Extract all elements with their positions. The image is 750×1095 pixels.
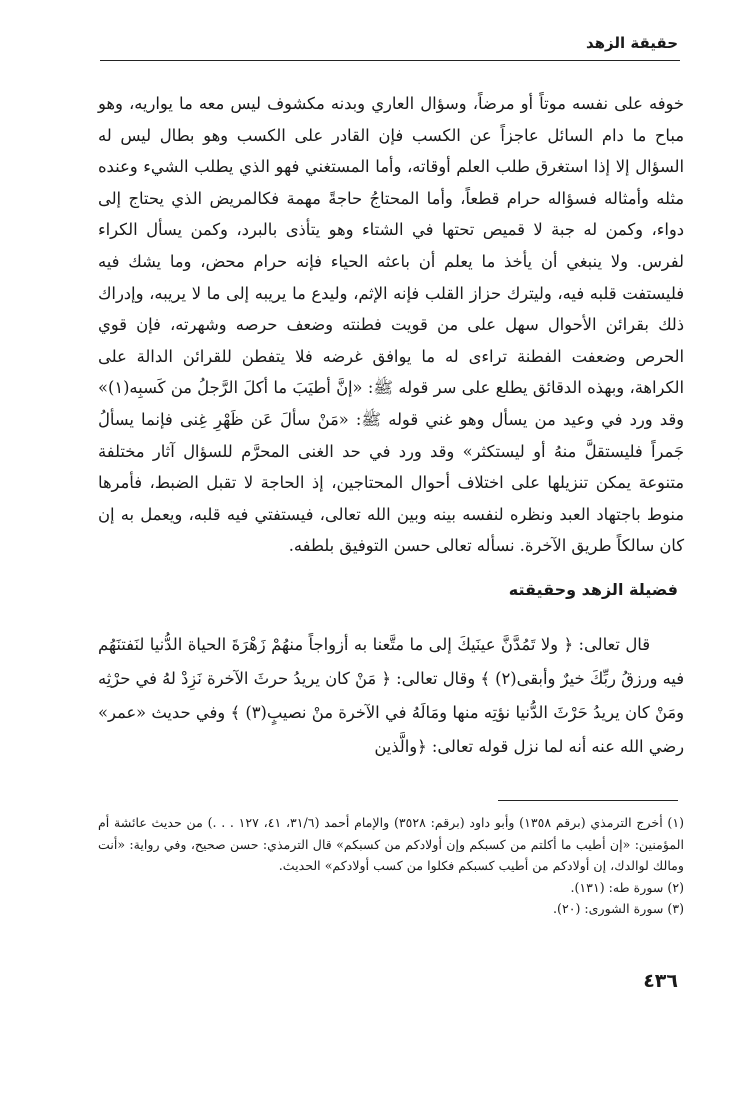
footnotes bbox=[98, 812, 684, 920]
page-number: ٤٣٦ bbox=[643, 970, 678, 992]
footnote-3: (٣) سورة الشورى: (٢٠). bbox=[553, 901, 684, 916]
section-paragraph: قال تعالى: ﴿ ولا تَمُدَّنَّ عينَيكَ إلى ما متَّعنا به أزواجاً منهُمْ زَهْرَةَ الحياة الدُّنيا لنَفتنَهُم فيه ورزقُ ربِّكَ خيرٌ وأبقى(٢) ﴾ وقال تعالى: ﴿ مَنْ كان يريدُ حرثَ الآخرة نَزِدْ لهُ في حرْثِه ومَنْ كان يريدُ حَرْثَ الدُّنيا نؤتِه منها ومَالَهُ في الآخرة منْ نصيبٍ(٣) ﴾ وفي حديث «عمر» رضي الله عنه أنه لما نزل قوله تعالى: ﴿والَّذين bbox=[98, 635, 684, 756]
footnote-2: (٢) سورة طه: (١٣١). bbox=[570, 879, 684, 895]
section-heading: فضيلة الزهد وحقيقته bbox=[508, 580, 678, 599]
running-head: حقيقة الزهد bbox=[585, 34, 678, 52]
body-paragraph: خوفه على نفسه موتاً أو مرضاً، وسؤال العاري وبدنه مكشوف ليس معه ما يواريه، وهو مباح ما دام السائل عاجزاً عن الكسب فإن القادر على الكسب وهو بطال ليس له السؤال إلا إذا استغرق طلب العلم أوقاته، وأما المستغني فهو الذي يطلب الشيء وعنده مثله وأمثاله فسؤاله حرام قطعاً، وأما المحتاجُ حاجةً مهمة فكالمريض الذي يحتاج إلى دواء، وكمن له جبة لا قميص تحتها في الشتاء وهو يتأذى بالبرد، وكمن يسأل الكراء لفرس. ولا ينبغي أن يأخذ ما يعلم أن باعثه الحياء فإنه حرام محض، وما يشك فيه فليستفت قلبه فيه، وليترك حزاز القلب فإنه الإثم، وليدع ما يريبه إلى ما لا يريبه، وإدراك ذلك بقرائن الأحوال سهل على من قويت فطنته وضعف حرصه وشهرته، فإن قوي الحرص وضعفت الفطنة تراءى له ما يوافق غرضه فلا يتفطن للقرائن الدالة على الكراهة، وبهذه الدقائق يطلع على سر قوله ﷺ: «إنَّ أطيَبَ ما أكلَ الرَّجلُ من كَسبِه(١)» وقد ورد في وعيد من يسأل وهو غني قوله ﷺ: «مَنْ سألَ عَن ظَهْرِ غِنى فإنما يسألُ جَمراً فليستقلَّ منهُ أو ليستكثر» وقد ورد في حد الغنى المحرَّم للسؤال آثار مختلفة متنوعة يمكن تنزيلها على اختلاف أحوال المحتاجين، إذ الحاجة لا تقبل الضبط، فأمرها منوط باجتهاد العبد ونظره لنفسه بينه وبين الله تعالى، فيستفتي فيه قلبه، ويعمل به إن كان سالكاً طريق الآخرة. نسأله تعالى حسن التوفيق بلطفه. bbox=[98, 94, 684, 556]
footnote-rule bbox=[498, 800, 678, 801]
body-text bbox=[98, 88, 684, 562]
header-rule bbox=[100, 60, 680, 61]
section-text bbox=[98, 628, 684, 764]
footnote-1: (١) أخرج الترمذي (برقم ١٣٥٨) وأبو داود (برقم: ٣٥٢٨) والإمام أحمد (٣١/٦، ٤١، ١٢٧ . . .) من حديث عائشة أم المؤمنين: «إن أطيب ما أكلتم من كسبكم وإن أولادكم من كسبكم» قال الترمذي: حسن صحيح، وفي رواية: «أنت ومالك لوالدك، إن أولادكم من أطيب كسبكم فكلوا من كسب أولادكم» الحديث. bbox=[98, 815, 685, 873]
